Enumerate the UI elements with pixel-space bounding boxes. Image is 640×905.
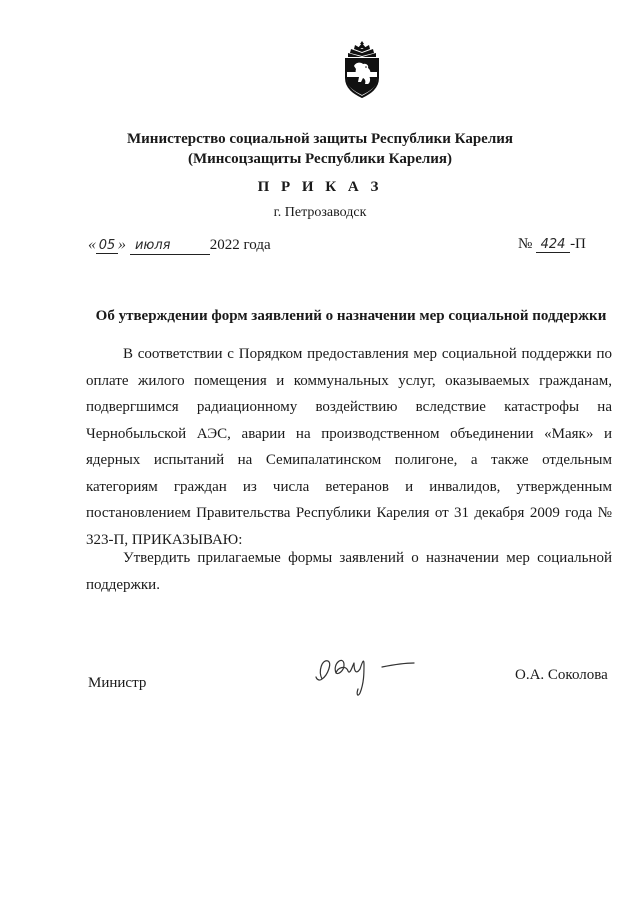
signature-icon xyxy=(308,645,443,700)
ministry-short-name: (Минсоцзащиты Республики Карелия) xyxy=(187,151,453,167)
date-day: 05 xyxy=(96,238,118,254)
date-open-quote: « xyxy=(88,236,96,253)
number-suffix: -П xyxy=(570,236,586,252)
coat-of-arms-icon xyxy=(341,40,383,98)
paragraph-order: Утвердить прилагаемые формы заявлений о назначении мер социальной поддержки. xyxy=(86,550,612,593)
date-year: 2022 года xyxy=(209,237,271,253)
document-heading: Об утверждении форм заявлений о назначении мер социальной поддержки xyxy=(95,308,607,324)
paragraph-basis: В соответствии с Порядком предоставления мер социальной поддержки по оплате жилого помещения и коммунальных услуг, оказываемых гражданам, подвергшимся радиационному воздействию вследствие катастрофы на Чернобыльской АЭС, аварии на производственном объединении «Маяк» и ядерных испытаний на Семипалатинском полигоне, а также отдельным категориям граждан из числа ветеранов и инвалидов, утвержденным постановлением Правительства Республики Карелия от 31 декабря 2009 года № 323-П, ПРИКАЗЫВАЮ: xyxy=(86,346,612,548)
date-month: июля xyxy=(134,238,171,253)
order-city: г. Петрозаводск xyxy=(273,205,367,220)
order-date xyxy=(88,236,271,255)
ministry-name: Министерство социальной защиты Республики Карелия xyxy=(127,131,513,147)
order-number xyxy=(518,236,586,253)
number-value: 424 xyxy=(536,237,570,253)
order-title: П Р И К А З xyxy=(257,179,383,195)
signatory-name: О.А. Соколова xyxy=(515,667,608,683)
signatory-role: Министр xyxy=(88,675,147,691)
date-close-quote: » xyxy=(118,236,126,253)
number-prefix: № xyxy=(518,236,533,252)
